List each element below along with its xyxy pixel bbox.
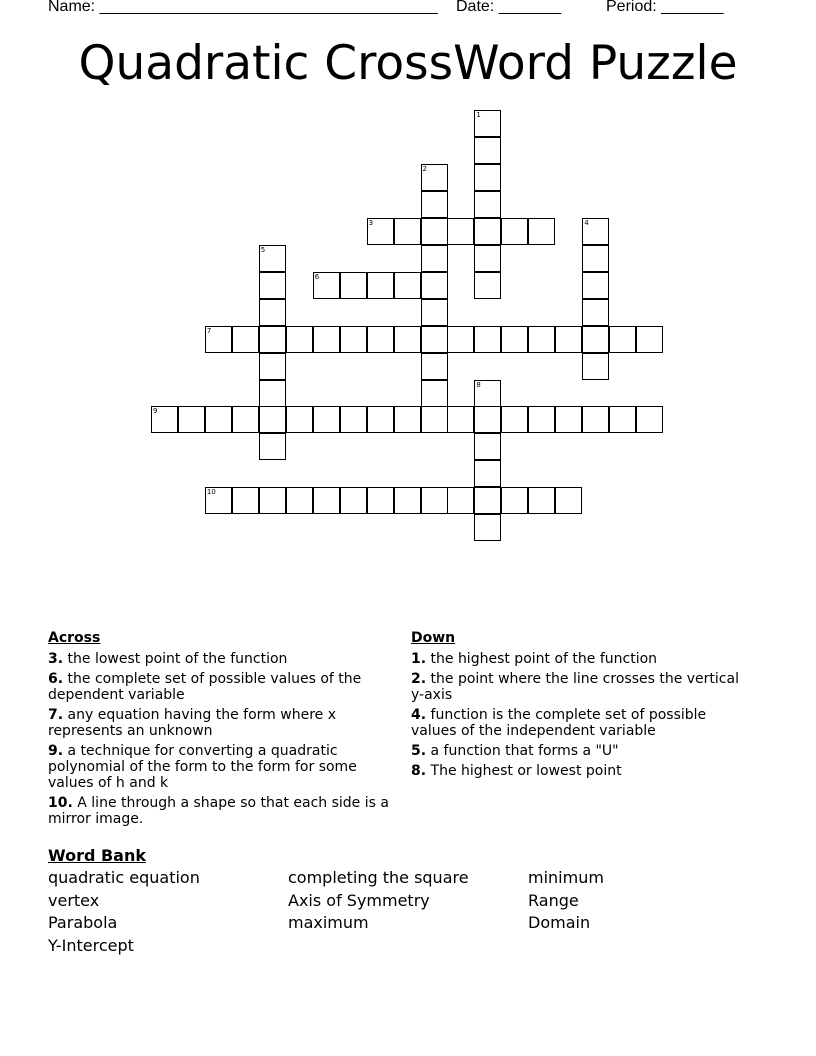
grid-cell[interactable] <box>582 218 609 245</box>
grid-cell[interactable] <box>501 406 528 433</box>
grid-cell[interactable] <box>286 406 313 433</box>
clue-item <box>48 743 398 791</box>
grid-cell[interactable] <box>367 326 394 353</box>
grid-cell[interactable] <box>474 433 501 460</box>
grid-cell[interactable] <box>555 487 582 514</box>
grid-cell[interactable] <box>232 487 259 514</box>
grid-cell[interactable] <box>528 487 555 514</box>
grid-cell[interactable] <box>367 272 394 299</box>
grid-cell[interactable] <box>259 433 286 460</box>
grid-cell[interactable] <box>151 406 178 433</box>
grid-cell[interactable] <box>447 326 474 353</box>
grid-cell[interactable] <box>474 110 501 137</box>
grid-cell[interactable] <box>474 245 501 272</box>
word-bank-list <box>48 867 768 959</box>
clue-item <box>411 763 751 779</box>
grid-cell[interactable] <box>313 272 340 299</box>
grid-cell[interactable] <box>421 380 448 407</box>
grid-cell[interactable] <box>394 272 421 299</box>
clue-number-label: 3 <box>368 218 374 227</box>
grid-cell[interactable] <box>421 299 448 326</box>
bank-word: Axis of Symmetry <box>288 891 430 910</box>
grid-cell[interactable] <box>313 406 340 433</box>
bank-word: maximum <box>288 913 369 932</box>
clue-number-label: 1 <box>476 111 481 119</box>
grid-cell[interactable] <box>582 245 609 272</box>
grid-cell[interactable] <box>528 326 555 353</box>
page-title: Quadratic CrossWord Puzzle <box>78 36 738 91</box>
clue-number-label: 4 <box>584 218 589 227</box>
grid-cell[interactable] <box>582 406 609 433</box>
grid-cell[interactable] <box>232 326 259 353</box>
bank-word: Domain <box>528 913 591 932</box>
clue-item <box>411 743 751 759</box>
grid-cell[interactable] <box>501 487 528 514</box>
down-heading: Down <box>411 630 456 646</box>
grid-cell[interactable] <box>447 406 474 433</box>
grid-cell[interactable] <box>421 272 448 299</box>
grid-cell[interactable] <box>259 487 286 514</box>
clue-text: A line through a shape so that each side is a mirror image. <box>48 795 389 827</box>
grid-cell[interactable] <box>474 191 501 218</box>
grid-cell[interactable] <box>474 326 501 353</box>
grid-cell[interactable] <box>205 326 232 353</box>
grid-cell[interactable] <box>340 406 367 433</box>
clue-text: the lowest point of the function <box>63 651 288 667</box>
grid-cell[interactable] <box>178 406 205 433</box>
grid-cell[interactable] <box>286 326 313 353</box>
grid-cell[interactable] <box>340 272 367 299</box>
grid-cell[interactable] <box>447 487 474 514</box>
clue-number: 2. <box>411 671 427 687</box>
clue-number: 8. <box>411 763 427 779</box>
clue-text: function is the complete set of possible values of the independent variable <box>411 707 707 739</box>
grid-cell[interactable] <box>394 326 421 353</box>
clue-number-label: 8 <box>476 380 481 389</box>
clue-number: 1. <box>411 651 427 667</box>
grid-cell[interactable] <box>205 487 232 514</box>
clue-item <box>48 651 398 667</box>
grid-cell[interactable] <box>421 353 448 380</box>
grid-cell[interactable] <box>474 272 501 299</box>
clue-item <box>411 671 751 703</box>
clue-number: 7. <box>48 707 64 723</box>
bank-word: vertex <box>48 891 100 910</box>
clue-item <box>48 707 398 739</box>
grid-cell[interactable] <box>286 487 313 514</box>
grid-cell[interactable] <box>421 218 448 245</box>
grid-cell[interactable] <box>259 380 286 407</box>
grid-cell[interactable] <box>501 326 528 353</box>
grid-cell[interactable] <box>474 380 501 407</box>
grid-cell[interactable] <box>582 272 609 299</box>
grid-cell[interactable] <box>609 406 636 433</box>
grid-cell[interactable] <box>421 406 448 433</box>
grid-cell[interactable] <box>421 487 448 514</box>
clue-number-label: 9 <box>153 407 158 416</box>
grid-cell[interactable] <box>609 326 636 353</box>
clue-text: the highest point of the function <box>426 651 658 667</box>
clue-number-label: 2 <box>422 164 427 173</box>
period-field[interactable]: Period: _______ <box>606 0 724 15</box>
bank-word: Parabola <box>48 913 118 932</box>
grid-cell[interactable] <box>340 487 367 514</box>
bank-word: quadratic equation <box>48 868 200 887</box>
clue-item <box>411 707 751 739</box>
grid-cell[interactable] <box>421 245 448 272</box>
grid-cell[interactable] <box>259 326 286 353</box>
clue-item <box>411 651 751 667</box>
bank-word: completing the square <box>288 868 469 887</box>
grid-cell[interactable] <box>555 326 582 353</box>
clue-number: 4. <box>411 707 427 723</box>
clue-item <box>48 671 398 703</box>
grid-cell[interactable] <box>421 326 448 353</box>
clue-text: any equation having the form where x represents an unknown <box>48 707 337 739</box>
grid-cell[interactable] <box>582 353 609 380</box>
clue-number: 10. <box>48 795 73 811</box>
grid-cell[interactable] <box>474 137 501 164</box>
grid-cell[interactable] <box>421 164 448 191</box>
grid-cell[interactable] <box>421 191 448 218</box>
grid-cell[interactable] <box>367 406 394 433</box>
grid-cell[interactable] <box>394 218 421 245</box>
grid-cell[interactable] <box>340 326 367 353</box>
across-heading: Across <box>48 630 101 646</box>
bank-word: Y-Intercept <box>48 936 134 955</box>
clue-number-label: 10 <box>206 488 216 497</box>
clue-text: the complete set of possible values of the dependent variable <box>48 671 362 703</box>
clue-number-label: 6 <box>314 272 320 281</box>
grid-cell[interactable] <box>474 460 501 487</box>
grid-cell[interactable] <box>205 406 232 433</box>
clue-number: 9. <box>48 743 64 759</box>
grid-cell[interactable] <box>555 406 582 433</box>
grid-cell[interactable] <box>259 406 286 433</box>
grid-cell[interactable] <box>582 326 609 353</box>
grid-cell[interactable] <box>528 218 555 245</box>
grid-cell[interactable] <box>474 487 501 514</box>
grid-cell[interactable] <box>474 514 501 541</box>
bank-word: minimum <box>528 868 604 887</box>
grid-cell[interactable] <box>474 164 501 191</box>
clue-text: the point where the line crosses the vertical y-axis <box>411 671 739 703</box>
grid-cell[interactable] <box>447 218 474 245</box>
grid-cell[interactable] <box>313 326 340 353</box>
word-bank-heading: Word Bank <box>48 846 147 865</box>
clue-number-label: 7 <box>206 326 212 335</box>
grid-cell[interactable] <box>528 406 555 433</box>
clue-text: a technique for converting a quadratic polynomial of the form to the form for some values of h and k <box>48 743 357 791</box>
grid-cell[interactable] <box>367 218 394 245</box>
grid-cell[interactable] <box>313 487 340 514</box>
grid-cell[interactable] <box>232 406 259 433</box>
grid-cell[interactable] <box>394 487 421 514</box>
name-field[interactable]: Name: ______________________________________ <box>48 0 438 15</box>
grid-cell[interactable] <box>259 353 286 380</box>
grid-cell[interactable] <box>474 406 501 433</box>
clue-item <box>48 795 398 827</box>
clue-text: The highest or lowest point <box>426 763 622 779</box>
grid-cell[interactable] <box>394 406 421 433</box>
grid-cell[interactable] <box>259 299 286 326</box>
word-bank <box>48 845 768 959</box>
clue-number: 6. <box>48 671 64 687</box>
grid-cell[interactable] <box>474 218 501 245</box>
grid-cell[interactable] <box>501 218 528 245</box>
clue-number: 5. <box>411 743 427 759</box>
grid-cell[interactable] <box>636 326 663 353</box>
date-field[interactable]: Date: _______ <box>456 0 561 15</box>
grid-cell[interactable] <box>636 406 663 433</box>
grid-cell[interactable] <box>259 272 286 299</box>
across-clues <box>48 629 398 831</box>
clue-number: 3. <box>48 651 64 667</box>
grid-cell[interactable] <box>367 487 394 514</box>
clue-number-label: 5 <box>260 245 266 254</box>
clue-text: a function that forms a "U" <box>426 743 619 759</box>
grid-cell[interactable] <box>582 299 609 326</box>
down-clues <box>411 629 751 783</box>
grid-cell[interactable] <box>259 245 286 272</box>
bank-word: Range <box>528 891 579 910</box>
